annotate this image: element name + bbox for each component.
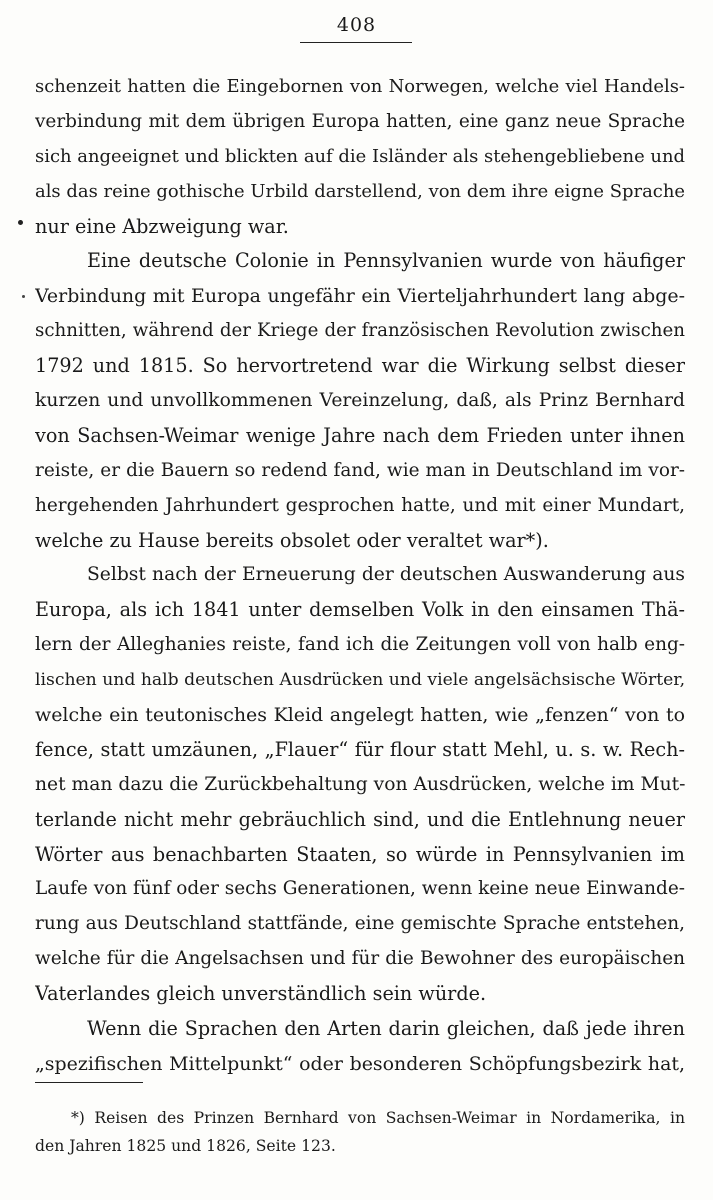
text-line: 1792 und 1815. So hervortretend war die Wirkung selbst dieser xyxy=(35,354,685,378)
text-line: fence, statt umzäunen, „Flauer“ für flour statt Mehl, u. s. w. Rech- xyxy=(35,737,685,761)
paragraph xyxy=(35,1012,685,1082)
text-line: nur eine Abzweigung war. xyxy=(35,214,289,238)
margin-mark xyxy=(18,220,23,225)
text-line: schnitten, während der Kriege der französischen Revolution zwischen xyxy=(35,320,685,342)
header-rule xyxy=(300,42,412,43)
text-line: rung aus Deutschland stattfände, eine gemischte Sprache entstehen, xyxy=(35,913,685,935)
text-line: verbindung mit dem übrigen Europa hatten, eine ganz neue Sprache xyxy=(35,110,685,132)
footnote-line: den Jahren 1825 und 1826, Seite 123. xyxy=(35,1137,336,1155)
text-line: Selbst nach der Erneuerung der deutschen Auswanderung aus xyxy=(87,564,685,586)
paragraph xyxy=(35,558,685,1012)
text-line: Vaterlandes gleich unverständlich sein würde. xyxy=(35,982,487,1006)
text-line: welche zu Hause bereits obsolet oder veraltet war*). xyxy=(35,528,549,552)
text-line: welche für die Angelsachsen und für die Bewohner des europäischen xyxy=(35,948,685,970)
text-line: Laufe von fünf oder sechs Generationen, wenn keine neue Einwande- xyxy=(35,878,685,900)
text-line: hergehenden Jahrhundert gesprochen hatte, und mit einer Mundart, xyxy=(35,494,685,516)
text-line: sich angeeignet und blickten auf die Isländer als stehengebliebene und xyxy=(35,145,685,167)
body-text xyxy=(35,70,685,1082)
text-line: net man dazu die Zurückbehaltung von Ausdrücken, welche im Mut- xyxy=(35,773,685,795)
text-line: Verbindung mit Europa ungefähr ein Vierteljahrhundert lang abge- xyxy=(35,285,685,308)
footnote-line: *) Reisen des Prinzen Bernhard von Sachsen-Weimar in Nordamerika, in xyxy=(71,1109,685,1127)
text-line: lern der Alleghanies reiste, fand ich die Zeitungen voll von halb eng- xyxy=(35,634,685,656)
footnote xyxy=(35,1104,685,1160)
text-line: lischen und halb deutschen Ausdrücken und viele angelsächsische Wörter, xyxy=(35,670,685,691)
text-line: welche ein teutonisches Kleid angelegt hatten, wie „fenzen“ von to xyxy=(35,704,685,727)
paragraph xyxy=(35,70,685,244)
page-number: 408 xyxy=(336,14,377,36)
margin-mark xyxy=(22,295,25,298)
text-line: Eine deutsche Colonie in Pennsylvanien wurde von häufiger xyxy=(87,249,685,273)
text-line: kurzen und unvollkommenen Vereinzelung, daß, als Prinz Bernhard xyxy=(35,390,685,412)
text-line: schenzeit hatten die Eingebornen von Norwegen, welche viel Handels- xyxy=(35,76,685,97)
text-line: Europa, als ich 1841 unter demselben Volk in den einsamen Thä- xyxy=(35,598,685,622)
text-line: „spezifischen Mittelpunkt“ oder besonderen Schöpfungsbezirk hat, xyxy=(35,1052,685,1075)
text-line: reiste, er die Bauern so redend fand, wie man in Deutschland im vor- xyxy=(35,459,685,481)
text-line: terlande nicht mehr gebräuchlich sind, und die Entlehnung neuer xyxy=(35,807,685,831)
text-line: von Sachsen-Weimar wenige Jahre nach dem Frieden unter ihnen xyxy=(35,423,685,447)
text-line: Wörter aus benachbarten Staaten, so würde in Pennsylvanien im xyxy=(35,842,685,866)
footnote-rule xyxy=(35,1082,143,1083)
paragraph xyxy=(35,244,685,558)
text-line: Wenn die Sprachen den Arten darin gleichen, daß jede ihren xyxy=(87,1017,685,1041)
text-line: als das reine gothische Urbild darstellend, von dem ihre eigne Sprache xyxy=(35,180,685,202)
